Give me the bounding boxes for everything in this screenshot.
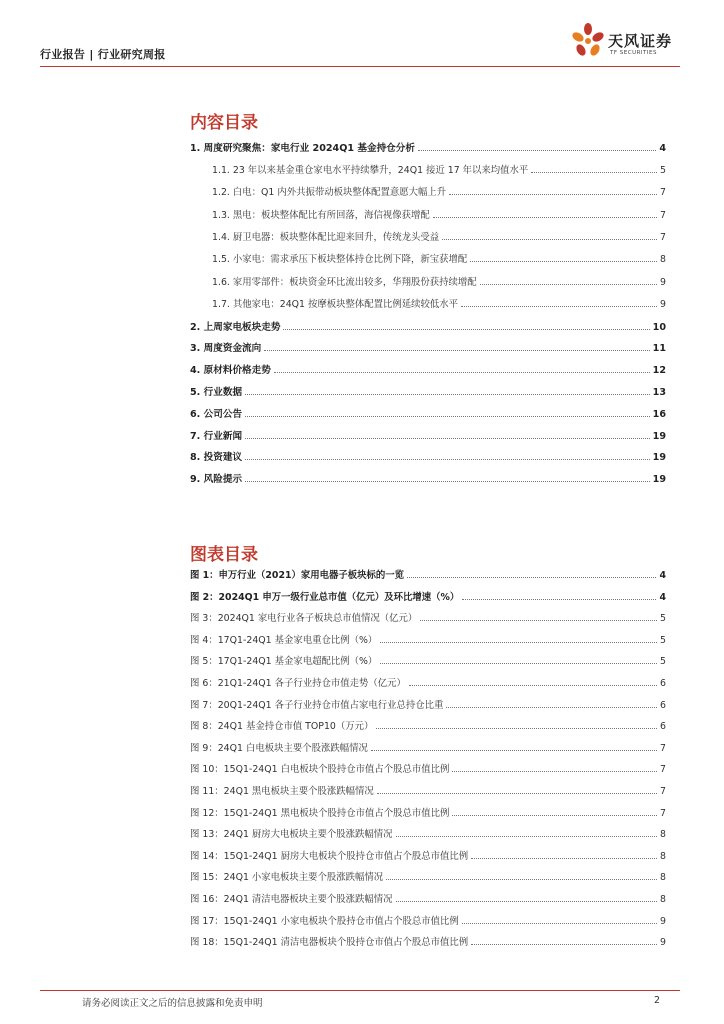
toc-leader-dots: [433, 217, 657, 218]
toc-leader-dots: [480, 284, 657, 285]
logo-english-name: TF SECURITIES: [610, 50, 657, 56]
toc-entry-text: 图 1：申万行业（2021）家用电器子板块标的一览: [190, 570, 405, 581]
toc-leader-dots: [283, 329, 649, 330]
footer-disclaimer: 请务必阅读正文之后的信息披露和免责申明: [82, 998, 263, 1009]
toc-entry-text: 7. 行业新闻: [190, 430, 243, 442]
toc-leader-dots: [371, 750, 657, 751]
toc-entry-text: 图 5：17Q1-24Q1 基金家电超配比例（%）: [190, 656, 378, 668]
toc-entry-page: 8: [660, 872, 666, 884]
toc-leader-dots: [380, 663, 657, 664]
toc-entry-page: 5: [660, 164, 666, 176]
toc-entry-text: 8. 投资建议: [190, 452, 243, 464]
toc-leader-dots: [396, 836, 657, 837]
toc-entry-text: 6. 公司公告: [190, 408, 243, 420]
toc-entry[interactable]: [190, 274, 666, 288]
toc-entry[interactable]: [190, 675, 666, 689]
toc-entry-text: 1. 周度研究聚焦：家电行业 2024Q1 基金持仓分析: [190, 143, 415, 154]
toc-leader-dots: [470, 261, 657, 262]
toc-leader-dots: [418, 150, 656, 151]
logo-flower-icon: [570, 22, 606, 60]
toc-entry-page: 7: [660, 742, 666, 754]
toc-entry-text: 图 18：15Q1-24Q1 清洁电器板块个股持仓市值占个股总市值比例: [190, 937, 469, 949]
toc-leader-dots: [274, 372, 650, 373]
toc-entry[interactable]: [190, 567, 666, 581]
toc-leader-dots: [442, 239, 657, 240]
footer-divider: [40, 990, 680, 991]
toc-entry-text: 图 7：20Q1-24Q1 各子行业持仓市值占家电行业总持仓比重: [190, 699, 444, 711]
toc-entry-page: 19: [652, 452, 666, 464]
toc-leader-dots: [452, 815, 657, 816]
toc-entry[interactable]: [190, 783, 666, 797]
toc-entry-page: 5: [660, 613, 666, 625]
toc-entry-page: 19: [652, 430, 666, 442]
toc-entry-text: 图 10：15Q1-24Q1 白电板块个股持仓市值占个股总市值比例: [190, 764, 450, 776]
toc-entry-page: 6: [660, 678, 666, 689]
toc-entry-page: 7: [660, 764, 666, 776]
toc-entry[interactable]: [190, 826, 666, 840]
toc-leader-dots: [461, 306, 657, 307]
toc-entry-page: 4: [659, 591, 666, 603]
toc-entry[interactable]: [190, 162, 666, 176]
toc-entry[interactable]: [190, 406, 666, 420]
toc-entry-page: 9: [660, 276, 666, 288]
report-header-label: 行业报告 | 行业研究周报: [40, 48, 166, 61]
toc-entry-page: 8: [660, 850, 666, 862]
toc-entry-page: 16: [652, 408, 666, 420]
toc-entry-text: 1.5. 小家电：需求承压下板块整体持仓比例下降，新宝获增配: [212, 254, 468, 266]
toc-entry-text: 图 11：24Q1 黑电板块主要个股涨跌幅情况: [190, 786, 374, 797]
toc-entry-page: 9: [660, 915, 666, 927]
toc-entry[interactable]: [190, 653, 666, 667]
toc-leader-dots: [376, 728, 657, 729]
toc-entry-page: 8: [660, 829, 666, 841]
toc-leader-dots: [264, 350, 649, 351]
toc-entry-text: 图 12：15Q1-24Q1 黑电板块个股持仓市值占个股总市值比例: [190, 807, 450, 819]
toc-leader-dots: [462, 599, 656, 600]
toc-entry[interactable]: [190, 589, 666, 603]
toc-leader-dots: [452, 771, 657, 772]
toc-entry-page: 11: [652, 343, 666, 355]
toc-entry-page: 7: [660, 232, 666, 243]
toc-entry[interactable]: [190, 848, 666, 862]
toc-leader-dots: [245, 394, 650, 395]
toc-entry-text: 1.1. 23 年以来基金重仓家电水平持续攀升，24Q1 接近 17 年以来均值水平: [212, 164, 529, 176]
toc-leader-dots: [386, 879, 657, 880]
toc-entry-text: 图 6：21Q1-24Q1 各子行业持仓市值走势（亿元）: [190, 678, 406, 689]
toc-entry-text: 4. 原材料价格走势: [190, 365, 271, 377]
toc-entry[interactable]: [190, 229, 666, 243]
toc-entry[interactable]: [190, 610, 666, 624]
toc-entry-text: 3. 周度资金流向: [190, 343, 262, 355]
toc-entry-text: 图 15：24Q1 小家电板块主要个股涨跌幅情况: [190, 872, 384, 884]
toc-entry-text: 图 8：24Q1 基金持仓市值 TOP10（万元）: [190, 721, 374, 733]
toc-entry-page: 7: [660, 786, 666, 797]
toc-entry-text: 图 14：15Q1-24Q1 厨房大电板块个股持仓市值占个股总市值比例: [190, 850, 469, 862]
toc-entry[interactable]: [190, 428, 666, 442]
toc-entry[interactable]: [190, 384, 666, 398]
toc-entry-text: 图 2：2024Q1 申万一级行业总市值（亿元）及环比增速（%）: [190, 591, 460, 603]
company-logo: [570, 22, 682, 62]
toc-entry-page: 6: [660, 721, 666, 733]
toc-entry-text: 5. 行业数据: [190, 387, 243, 398]
toc-entry[interactable]: [190, 913, 666, 927]
toc-entry-page: 7: [660, 187, 666, 199]
toc-entry[interactable]: [190, 449, 666, 463]
toc-leader-dots: [449, 194, 657, 195]
toc-leader-dots: [396, 901, 657, 902]
toc-leader-dots: [531, 172, 657, 173]
toc-entry-page: 5: [660, 656, 666, 668]
toc-entry-text: 图 3：2024Q1 家电行业各子板块总市值情况（亿元）: [190, 613, 418, 625]
toc-leader-dots: [245, 438, 650, 439]
toc-leader-dots: [446, 707, 657, 708]
toc-leader-dots: [245, 481, 650, 482]
toc-entry-text: 图 13：24Q1 厨房大电板块主要个股涨跌幅情况: [190, 829, 393, 841]
toc-leader-dots: [245, 416, 650, 417]
toc-entry-text: 1.4. 厨卫电器：板块整体配比迎来回升，传统龙头受益: [212, 232, 440, 243]
toc-entry-text: 图 4：17Q1-24Q1 基金家电重仓比例（%）: [190, 634, 378, 646]
toc-leader-dots: [420, 620, 657, 621]
toc-entry-page: 4: [659, 570, 666, 581]
toc-entry-page: 6: [660, 699, 666, 711]
toc-entry-page: 8: [660, 254, 666, 266]
toc-entry-page: 7: [660, 209, 666, 221]
toc-entry[interactable]: [190, 761, 666, 775]
toc-leader-dots: [245, 459, 650, 460]
toc-leader-dots: [380, 642, 657, 643]
toc-entry[interactable]: [190, 319, 666, 333]
toc-entry-page: 9: [660, 937, 666, 949]
toc-entry-text: 1.6. 家用零部件：板块资金环比流出较多，华翔股份获持续增配: [212, 276, 477, 288]
toc-entry-page: 4: [659, 143, 666, 154]
toc-leader-dots: [471, 858, 657, 859]
toc-entry[interactable]: [190, 934, 666, 948]
toc-entry-page: 19: [652, 474, 666, 486]
toc-entry[interactable]: [190, 362, 666, 376]
page-number: 2: [654, 995, 661, 1006]
toc-entry-page: 7: [660, 807, 666, 819]
toc-entry[interactable]: [190, 805, 666, 819]
toc-entry[interactable]: [190, 697, 666, 711]
toc-entry-page: 8: [660, 894, 666, 905]
toc-leader-dots: [409, 685, 657, 686]
toc-entry[interactable]: [190, 632, 666, 646]
toc-entry[interactable]: [190, 869, 666, 883]
toc-entry[interactable]: [190, 251, 666, 265]
toc-leader-dots: [471, 944, 657, 945]
toc-entry-text: 1.3. 黑电：板块整体配比有所回落，海信视像获增配: [212, 209, 430, 221]
toc-entry-text: 2. 上周家电板块走势: [190, 321, 281, 333]
figures-toc-title: 图表目录: [190, 545, 258, 565]
toc-entry[interactable]: [190, 471, 666, 485]
toc-entry-page: 12: [652, 365, 666, 377]
header-divider: [40, 66, 680, 67]
toc-entry[interactable]: [190, 891, 666, 905]
toc-entry[interactable]: [190, 140, 666, 154]
toc-entry-text: 1.2. 白电：Q1 内外共振带动板块整体配置意愿大幅上升: [212, 187, 447, 199]
toc-entry-text: 9. 风险提示: [190, 474, 243, 486]
toc-entry[interactable]: [190, 340, 666, 354]
toc-entry[interactable]: [190, 207, 666, 221]
toc-entry-text: 图 17：15Q1-24Q1 小家电板块个股持仓市值占个股总市值比例: [190, 915, 459, 927]
toc-entry-text: 图 16：24Q1 清洁电器板块主要个股涨跌幅情况: [190, 894, 393, 905]
toc-entry-page: 5: [660, 634, 666, 646]
toc-entry[interactable]: [190, 718, 666, 732]
logo-chinese-name: 天风证券: [608, 32, 673, 50]
toc-entry-page: 10: [652, 321, 666, 333]
toc-leader-dots: [407, 577, 656, 578]
toc-entry[interactable]: [190, 184, 666, 198]
toc-entry[interactable]: [190, 740, 666, 754]
toc-entry[interactable]: [190, 296, 666, 310]
toc-entry-text: 1.7. 其他家电：24Q1 按摩板块整体配置比例延续较低水平: [212, 299, 458, 311]
toc-entry-page: 9: [660, 299, 666, 311]
toc-entry-text: 图 9：24Q1 白电板块主要个股涨跌幅情况: [190, 742, 368, 754]
toc-entry-page: 13: [652, 387, 666, 398]
toc-leader-dots: [462, 923, 657, 924]
toc-leader-dots: [377, 793, 657, 794]
toc-title: 内容目录: [190, 113, 258, 133]
